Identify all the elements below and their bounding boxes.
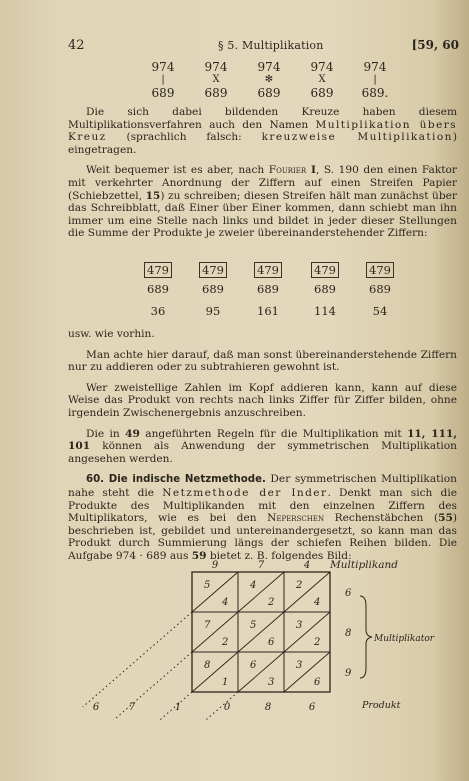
paragraph-rules: [68, 428, 457, 466]
text-run: Weit bequemer ist es aber, nach: [86, 164, 269, 177]
cell-units-digit: 2: [222, 637, 229, 648]
summation-line: [204, 692, 239, 720]
cell-tens-digit: 8: [204, 660, 211, 671]
cell-diagonal: [192, 572, 238, 612]
strip-sum: 114: [314, 304, 336, 318]
strip-sum: 54: [372, 304, 388, 318]
cell-units-digit: 6: [314, 677, 321, 688]
lattice-cells: [204, 580, 321, 688]
paragraph-mental-addition: Wer zweistellige Zahlen im Kopf addieren kann, kann auf diese Weise das Produkt von rechts nach links Ziffer für Ziffer bilden, ohne irgendein Zwischenergebnis anzuschreiben.: [68, 381, 457, 419]
cross-top-number: 974: [310, 60, 334, 74]
cross-column: [297, 60, 347, 99]
text-run: Rechenstäbchen (: [324, 512, 439, 525]
example-numbers: 11, 111, 101: [68, 427, 458, 453]
cell-tens-digit: 6: [250, 660, 257, 671]
paragraph-etc: usw. wie vorhin.: [68, 328, 155, 340]
cross-bottom-number: 689: [257, 86, 281, 100]
summation-dotted-lines: [83, 612, 238, 720]
paragraph-cross-names: [68, 106, 457, 156]
product-digits: [93, 702, 316, 713]
cell-units-digit: 4: [222, 597, 229, 608]
section-reference: [59, 60: [411, 38, 459, 52]
paragraph-fourier: [68, 164, 457, 240]
cross-top-number: 974: [257, 60, 281, 74]
multiplier-label: Multiplikator: [374, 634, 435, 644]
multiplier-digit: 6: [345, 588, 352, 599]
page-number: 42: [68, 38, 85, 53]
multiplicand-digits: [212, 560, 310, 571]
paragraph-caution: Man achte hier darauf, daß man sonst übereinanderstehende Ziffern nur zu addieren oder zu subtrahieren gewohnt ist.: [68, 348, 457, 374]
lattice-diagonals: [192, 572, 330, 692]
cell-diagonal: [192, 612, 238, 652]
multiplier-digit: 9: [345, 668, 352, 679]
summation-line: [83, 612, 192, 707]
cell-tens-digit: 4: [250, 580, 257, 591]
cell-diagonal: [238, 572, 284, 612]
emphasis-term: kreuzweise Multiplikation: [261, 131, 453, 144]
cell-diagonal: [284, 612, 330, 652]
multiplicand-digit: 4: [303, 560, 311, 571]
text-run: angeführten Regeln für die Multiplikation mit: [139, 427, 408, 440]
text-run: Die in: [86, 427, 126, 440]
strip-position: [240, 262, 296, 318]
text-run: können als Anwendung der symmetrischen Multiplikation angesehen werden.: [68, 440, 457, 465]
author-name: Fourier: [268, 164, 307, 177]
strip-lower-number: 689: [369, 282, 391, 296]
section-title: § 5. Multiplikation: [218, 39, 324, 52]
cross-bottom-number: 689: [310, 86, 334, 100]
cross-reference: 55: [438, 512, 453, 525]
paper-strip: 479: [254, 262, 282, 278]
net-method-figure: [0, 560, 469, 720]
cross-top-number: 974: [204, 60, 228, 74]
cross-bottom-number: 689: [151, 86, 175, 100]
paper-strip: 479: [144, 262, 172, 278]
multiplicand-label: Multiplikand: [330, 560, 398, 571]
author-name: Neperschen: [267, 512, 325, 525]
product-label: Produkt: [362, 700, 401, 711]
cell-tens-digit: 5: [204, 580, 211, 591]
cross-bottom-number: 689: [204, 86, 228, 100]
product-digit: 8: [264, 702, 272, 713]
strip-sum: 95: [205, 304, 221, 318]
cell-tens-digit: 2: [296, 580, 303, 591]
strip-position: [130, 262, 186, 318]
emphasis-term: Netzmethode der Inder: [162, 486, 328, 499]
cell-diagonal: [192, 652, 238, 692]
cross-column: [350, 60, 400, 99]
cell-diagonal: [284, 572, 330, 612]
paper-strip: 479: [366, 262, 394, 278]
cell-units-digit: 3: [268, 677, 275, 688]
strip-lower-number: 689: [147, 282, 169, 296]
multiplier-digits: [345, 588, 352, 679]
cell-units-digit: 2: [268, 597, 275, 608]
cross-bottom-number: 689.: [361, 86, 389, 100]
product-digit: 6: [308, 702, 316, 713]
cell-tens-digit: 7: [204, 620, 211, 631]
text-block-upper: [68, 106, 457, 248]
paragraph-indian-net-method: [68, 473, 457, 562]
product-digit: 0: [223, 702, 231, 713]
cross-mark: ✻: [264, 74, 274, 85]
strip-lower-number: 689: [314, 282, 336, 296]
product-digit: 6: [92, 702, 100, 713]
cell-units-digit: 2: [314, 637, 321, 648]
cross-mark: |: [373, 74, 377, 85]
cell-units-digit: 4: [314, 597, 321, 608]
strip-sum: 36: [150, 304, 166, 318]
text-run: (sprachlich falsch:: [106, 131, 262, 144]
cell-tens-digit: 3: [296, 620, 303, 631]
sliding-strip-example: [130, 262, 410, 322]
page-header: [68, 38, 459, 54]
cross-mark: |: [161, 74, 165, 85]
multiplicand-digit: 9: [211, 560, 219, 571]
cross-top-number: 974: [363, 60, 387, 74]
multiplicand-digit: 7: [257, 560, 265, 571]
volume-reference: I: [306, 164, 316, 177]
cell-tens-digit: 3: [296, 660, 303, 671]
text-run: ) eingetragen.: [68, 131, 457, 156]
emphasis-term: Multiplikation übers Kreuz: [68, 118, 457, 144]
text-run: bietet z. B. folgendes Bild:: [206, 549, 352, 562]
text-block-lower: [68, 328, 457, 571]
text-run: Die sich dabei bildenden Kreuze haben diesem Multiplikationsverfahren auch den Namen: [68, 106, 457, 131]
cross-mark: X: [212, 74, 220, 85]
text-run: Der symmetrischen Multiplikation nahe steht die: [68, 473, 457, 499]
multiplier-digit: 8: [345, 628, 352, 639]
cell-units-digit: 6: [268, 637, 275, 648]
text-run: . Denkt man sich die Produkte des Multiplikanden mit den einzelnen Ziffern des Multiplikators, wie es bei den: [68, 486, 457, 525]
paper-strip: 479: [311, 262, 339, 278]
strip-sum: 161: [257, 304, 279, 318]
text-run: , S. 190 den einen Faktor mit verkehrter Anordnung der Ziffern auf einen Streifen Papier (Schiebzettel,: [68, 164, 457, 202]
strip-position: [352, 262, 408, 318]
cell-tens-digit: 5: [250, 620, 257, 631]
strip-lower-number: 689: [202, 282, 224, 296]
strip-lower-number: 689: [257, 282, 279, 296]
cell-units-digit: 1: [222, 677, 229, 688]
cell-diagonal: [284, 652, 330, 692]
cross-column: [191, 60, 241, 99]
cell-diagonal: [238, 612, 284, 652]
text-run: ) zu schreiben; diesen Streifen hält man zunächst über das Schreibblatt, daß Einer über Einer kommen, dann schiebt man ihn immer um eine Stelle nach links und bildet in jeder dieser Stellungen die Summe der Produkte je zweier übereinanderstehender Ziffern:: [68, 189, 457, 240]
cross-column: [138, 60, 188, 99]
multiplier-brace: [360, 596, 372, 678]
paper-strip: 479: [199, 262, 227, 278]
product-digit: 1: [174, 702, 182, 713]
cross-reference: 15: [145, 189, 161, 202]
cross-multiplication-diagram: [138, 60, 398, 100]
cross-mark: X: [318, 74, 326, 85]
cross-reference: 59: [191, 549, 207, 562]
cross-reference: 49: [125, 427, 140, 440]
product-digit: 7: [128, 702, 136, 713]
strip-position: [297, 262, 353, 318]
cross-column: [244, 60, 294, 99]
text-run: ) beschrieben ist, gebildet und untereinandergesetzt, so kann man das Produkt durch Summierung längs der schiefen Reihen bilden. Die Aufgabe 974 · 689 aus: [68, 512, 457, 562]
strip-position: [185, 262, 241, 318]
section-heading: 60. Die indische Netzmethode.: [86, 474, 266, 486]
cell-diagonal: [238, 652, 284, 692]
cross-top-number: 974: [151, 60, 175, 74]
